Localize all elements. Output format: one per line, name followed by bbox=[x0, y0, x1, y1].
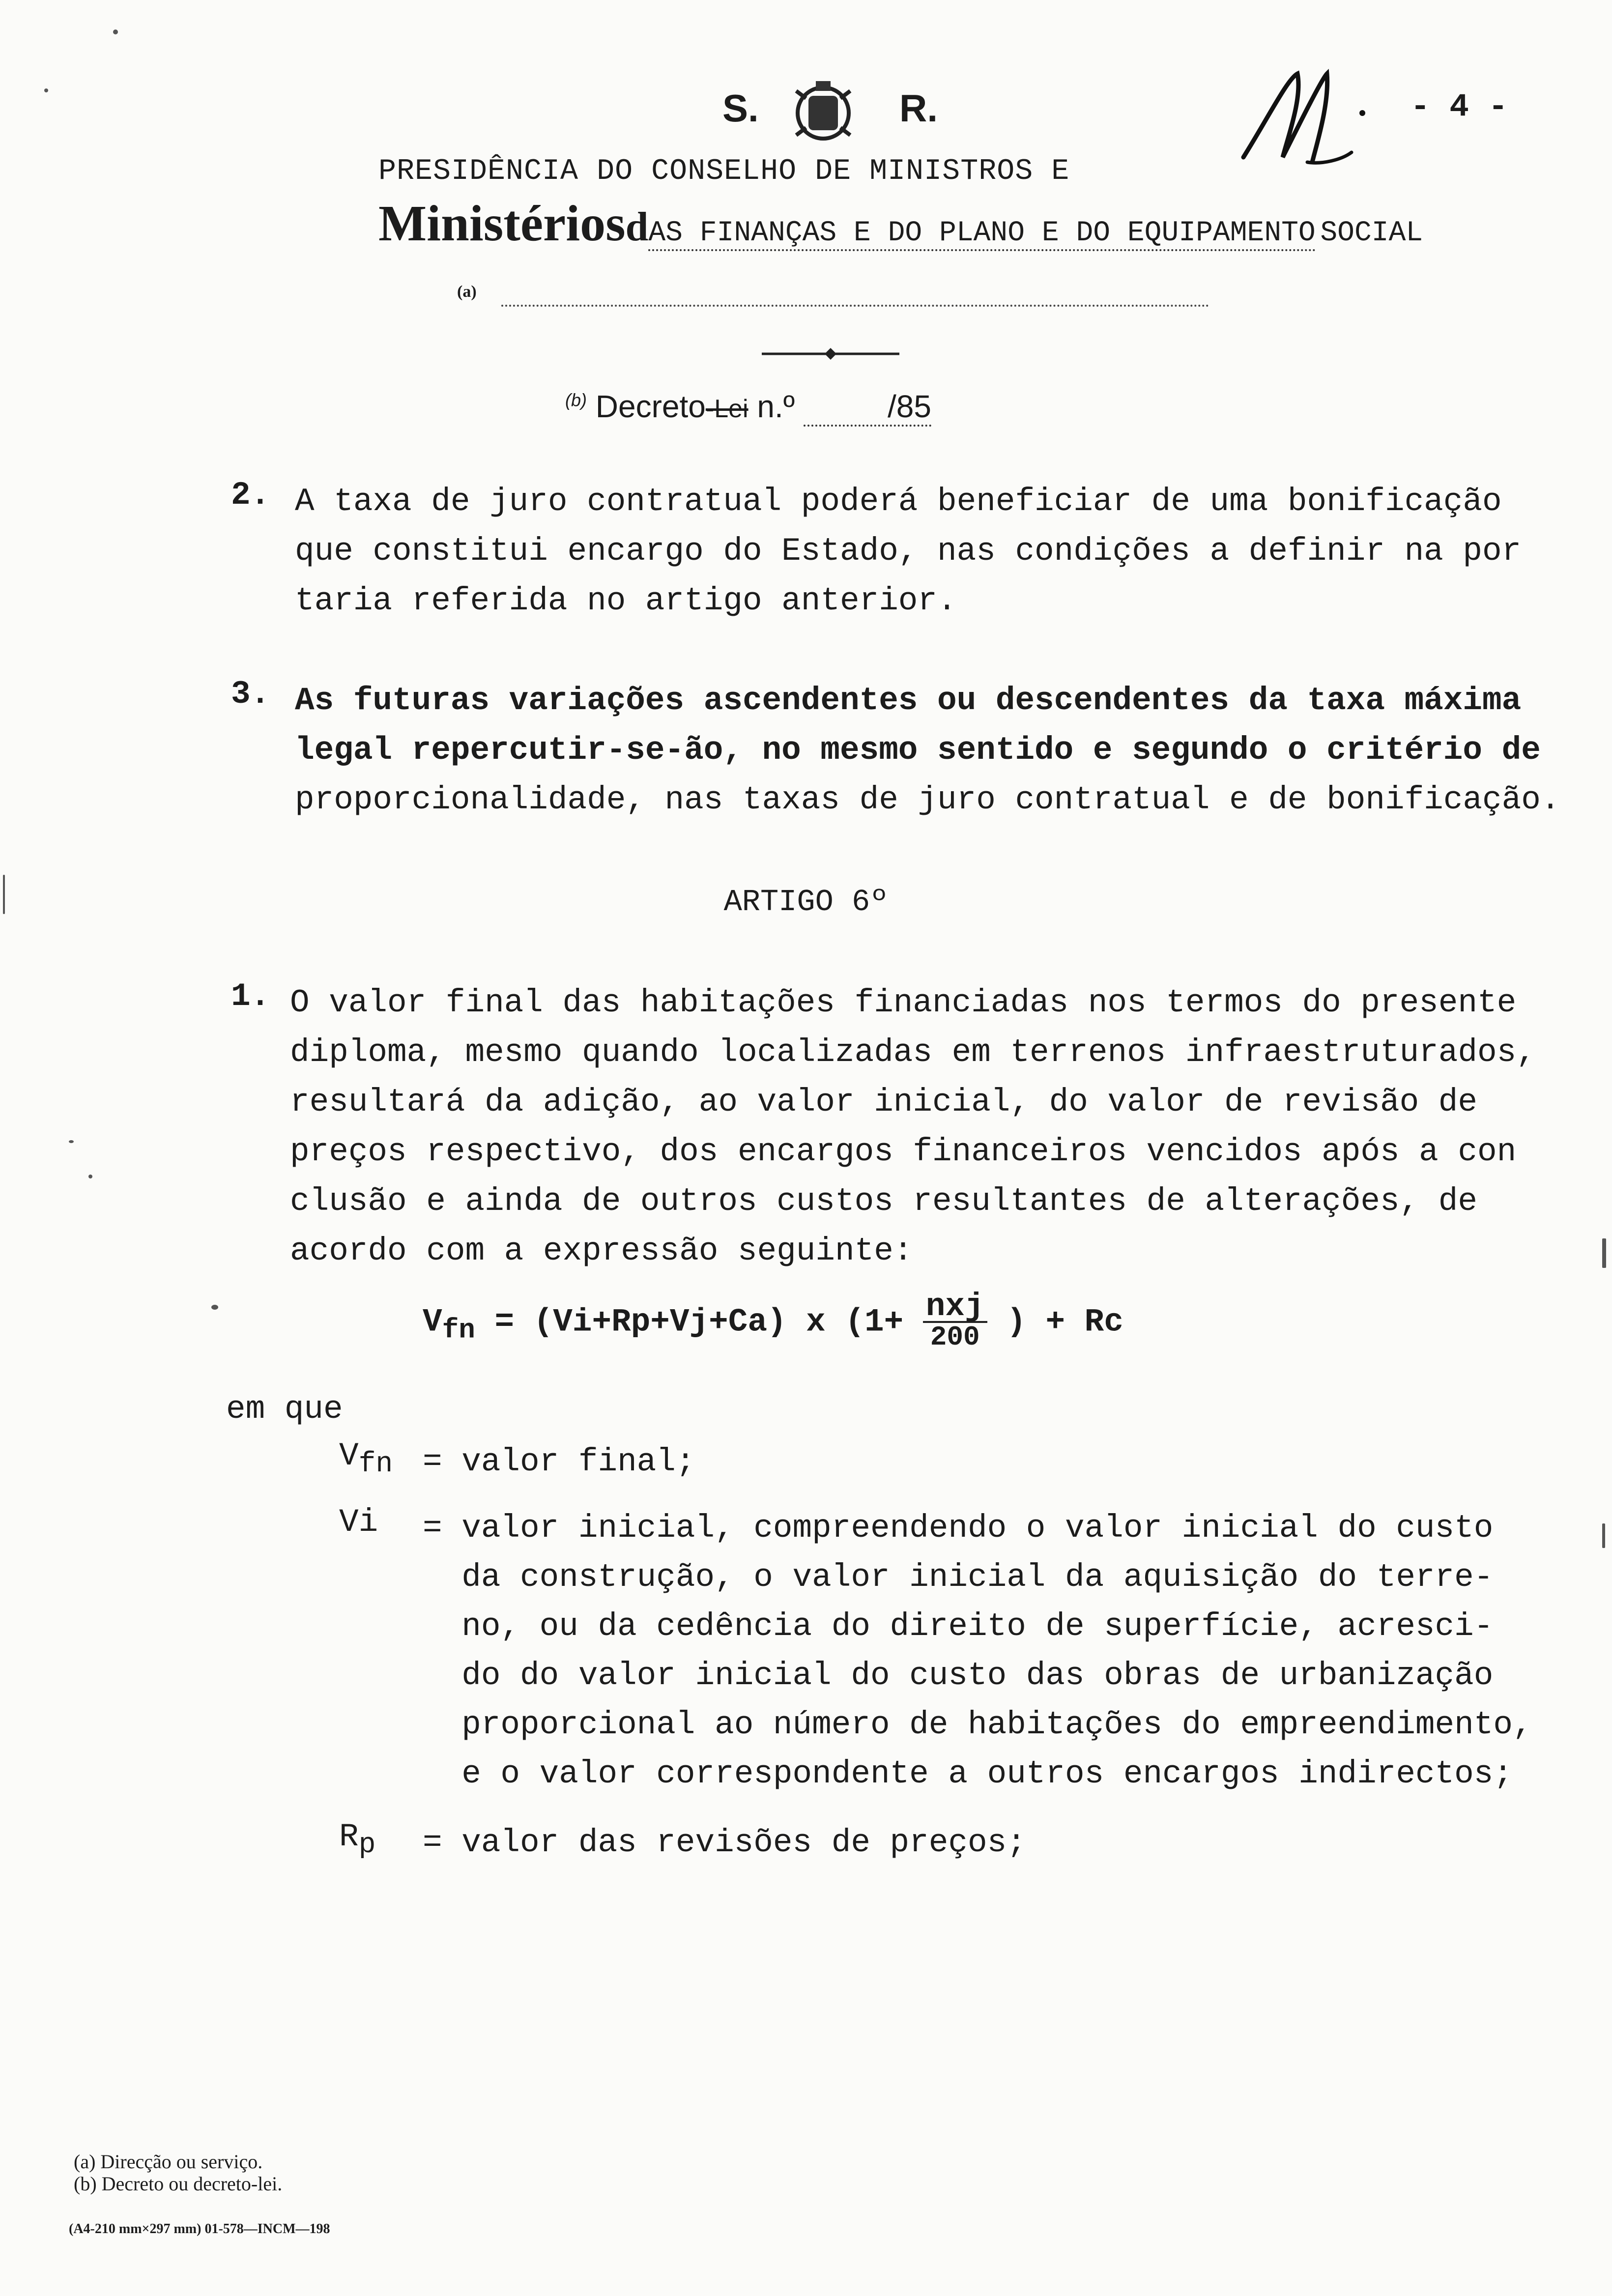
vi-line: = valor inicial, compreendendo o valor inicial do custo bbox=[423, 1510, 1494, 1547]
scan-edge-mark bbox=[3, 875, 5, 914]
where-label: em que bbox=[226, 1391, 343, 1428]
formula-tail: ) + Rc bbox=[1007, 1303, 1123, 1341]
article-1-line: acordo com a expressão seguinte: bbox=[290, 1233, 913, 1269]
vi-line: da construção, o valor inicial da aquisição do terre- bbox=[423, 1559, 1494, 1596]
paragraph-3-line: legal repercutir-se-ão, no mesmo sentido e segundo o critério de bbox=[295, 732, 1541, 769]
paragraph-2-line: A taxa de juro contratual poderá beneficiar de uma bonificação bbox=[295, 483, 1502, 520]
formula-equals: = bbox=[494, 1303, 515, 1341]
vfn-letter: V bbox=[339, 1437, 359, 1474]
decree-line bbox=[565, 388, 931, 427]
footnote-b: (b) Decreto ou decreto-lei. bbox=[74, 2173, 283, 2195]
page-number: - 4 - bbox=[1410, 88, 1508, 125]
vfn-definition: = valor final; bbox=[423, 1443, 695, 1480]
formula bbox=[423, 1288, 1123, 1353]
decree-number: /85 bbox=[804, 388, 931, 427]
vfn-sub: fn bbox=[358, 1448, 393, 1481]
paragraph-2-line: taria referida no artigo anterior. bbox=[295, 582, 957, 619]
article-1-line: clusão e ainda de outros custos resultantes de alterações, de bbox=[290, 1183, 1477, 1220]
formula-lhs: V bbox=[423, 1303, 442, 1341]
handwritten-initials bbox=[1229, 59, 1376, 172]
ministry-social: SOCIAL bbox=[1320, 217, 1423, 249]
vi-line: no, ou da cedência do direito de superfície, acresci- bbox=[423, 1608, 1494, 1645]
ministry-word: Ministérios bbox=[378, 195, 626, 252]
printer-mark: (A4-210 mm×297 mm) 01-578—INCM—198 bbox=[69, 2221, 330, 2237]
paragraph-3-number: 3. bbox=[231, 676, 270, 713]
paragraph-2-number: 2. bbox=[231, 477, 270, 514]
header-r: R. bbox=[899, 86, 938, 130]
field-a-dotted-line bbox=[501, 305, 1209, 307]
formula-frac-den: 200 bbox=[930, 1321, 980, 1353]
article-1-line: resultará da adição, ao valor inicial, do valor de revisão de bbox=[290, 1084, 1477, 1120]
rp-definition: = valor das revisões de preços; bbox=[423, 1824, 1026, 1861]
vi-symbol: Vi bbox=[339, 1504, 378, 1541]
scan-edge-mark bbox=[1602, 1238, 1606, 1268]
rp-symbol bbox=[339, 1818, 375, 1861]
formula-body: (Vi+Rp+Vj+Ca) x (1+ bbox=[533, 1303, 904, 1341]
ministry-d: d bbox=[625, 204, 649, 250]
vi-definition bbox=[423, 1504, 1532, 1799]
decree-b-marker: (b) bbox=[565, 390, 587, 410]
scan-edge-mark bbox=[1602, 1523, 1605, 1548]
formula-frac-num: nxj bbox=[923, 1292, 987, 1323]
paragraph-2-line: que constitui encargo do Estado, nas condições a definir na por bbox=[295, 533, 1522, 570]
coat-of-arms-icon bbox=[786, 76, 860, 150]
paragraph-3-line: proporcionalidade, nas taxas de juro contratual e de bonificação. bbox=[295, 781, 1560, 818]
rp-sub: p bbox=[358, 1829, 376, 1862]
scan-speck bbox=[69, 1140, 74, 1143]
formula-lhs-sub: fn bbox=[442, 1314, 475, 1346]
decree-no: n.º bbox=[757, 389, 795, 424]
rp-letter: R bbox=[339, 1818, 359, 1855]
paragraph-2 bbox=[295, 477, 1521, 626]
article-heading: ARTIGO 6º bbox=[723, 885, 889, 919]
vi-line: e o valor correspondente a outros encargos indirectos; bbox=[423, 1755, 1513, 1792]
scan-speck bbox=[44, 88, 48, 92]
vi-line: proporcional ao número de habitações do empreendimento, bbox=[423, 1706, 1532, 1743]
scan-speck bbox=[211, 1305, 218, 1310]
field-a-label: (a) bbox=[457, 283, 477, 301]
ministry-line bbox=[378, 194, 1423, 253]
paragraph-3-line: As futuras variações ascendentes ou descendentes da taxa máxima bbox=[295, 682, 1522, 719]
vfn-symbol bbox=[339, 1437, 393, 1480]
article-1 bbox=[290, 978, 1536, 1276]
header-s: S. bbox=[722, 86, 759, 130]
article-1-line: O valor final das habitações financiadas nos termos do presente bbox=[290, 984, 1517, 1021]
presidency-text: PRESIDÊNCIA DO CONSELHO DE MINISTROS E bbox=[378, 155, 1070, 188]
article-1-line: diploma, mesmo quando localizadas em terrenos infraestruturados, bbox=[290, 1034, 1536, 1071]
formula-fraction bbox=[923, 1288, 987, 1353]
ministry-names: AS FINANÇAS E DO PLANO E DO EQUIPAMENTO bbox=[648, 217, 1315, 251]
scan-speck bbox=[88, 1175, 92, 1178]
decree-label: Decreto bbox=[595, 389, 706, 424]
article-1-line: preços respectivo, dos encargos financeiros vencidos após a con bbox=[290, 1133, 1517, 1170]
scan-speck bbox=[113, 29, 118, 34]
vi-line: do do valor inicial do custo das obras de urbanização bbox=[423, 1657, 1494, 1694]
divider-ornament-icon bbox=[762, 344, 899, 364]
footnote-a: (a) Direcção ou serviço. bbox=[74, 2151, 263, 2173]
decree-lei: -Lei bbox=[705, 395, 748, 423]
article-1-number: 1. bbox=[231, 978, 270, 1015]
paragraph-3 bbox=[295, 676, 1560, 825]
presidency-line bbox=[378, 155, 1069, 188]
